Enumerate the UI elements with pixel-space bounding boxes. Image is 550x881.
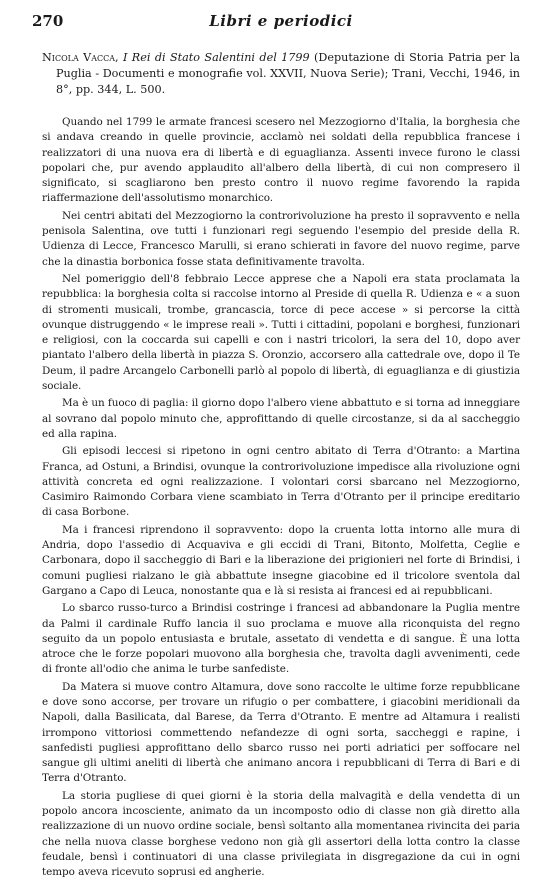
review-body <box>42 115 520 881</box>
paragraph: Lo sbarco russo-turco a Brindisi costringe i francesi ad abbandonare la Puglia mentre da Palmi il cardinale Ruffo lancia il suo proclama e muove alla riconquista del regno seguito da un popolo entusiasta e brutale, assetato di vendetta e di sangue. È una lotta atroce che le forze popolari muovono alla borghesia che, travolta dagli avvenimenti, cede di fronte all'odio che anima le turbe sanfediste. <box>42 602 520 676</box>
paragraph: Ma è un fuoco di paglia: il giorno dopo l'albero viene abbattuto e si torna ad inneggiare al sovrano dal popolo minuto che, approfittando di quelle circostanze, si da al saccheggio ed alla rapina. <box>42 397 520 440</box>
running-head <box>32 10 520 32</box>
paragraph: La storia pugliese di quei giorni è la storia della malvagità e della vendetta di un popolo ancora incosciente, animato da un incomposto odio di classe non già diretto alla realizzazione di un nuovo ordine sociale, bensì soltanto alla momentanea rivincita dei paria che nella nuova classe borghese vedono non già gli assertori della lotta contro la classe feudale, bensì i continuatori di una classe privilegiata in disgregazione da cui in ogni tempo aveva ricevuto soprusi ed angherie. <box>42 789 520 879</box>
paragraph: Da Matera si muove contro Altamura, dove sono raccolte le ultime forze repubblicane e dove sono accorse, per trovare un rifugio o per combattere, i giacobini meridionali da Napoli, dalla Basilicata, dal Barese, da Terra d'Otranto. E mentre ad Altamura i realisti irrompono vittoriosi commettendo nefandezze di ogni sorta, saccheggi e rapine, i sanfedisti pugliesi approfittano dello sbarco russo nei porti adriatici per soffocare nel sangue gli ultimi aneliti di libertà che animano ancora i repubblicani di Terra di Bari e di Terra d'Otranto. <box>42 680 520 785</box>
paragraph: Ma i francesi riprendono il sopravvento: dopo la cruenta lotta intorno alle mura di Andria, dopo l'assedio di Acquaviva e gli eccidi di Trani, Bitonto, Molfetta, Ceglie e Carbonara, dopo il saccheggio di Bari e la liberazione dei prigionieri nel forte di Brindisi, i comuni pugliesi rialzano le già abbattute insegne giacobine ed il tricolore sventola dal Gargano a Capo di Leuca, nonostante qua e là si resista ai francesi ed ai repubblicani. <box>42 523 520 597</box>
page-number: 270 <box>32 12 64 30</box>
paragraph: Nel pomeriggio dell'8 febbraio Lecce apprese che a Napoli era stata proclamata la repubblica: la borghesia colta si raccolse intorno al Preside di quella R. Udienza e « a suon di stromenti musicali, trombe, grancascia, torce di pece accese » si percorse la città ovunque distruggendo « le imprese reali ». Tutti i cittadini, popolani e borghesi, funzionari e religiosi, con la coccarda sui capelli e con i nastri tricolori, la sera del 10, dopo aver piantato l'albero della libertà in piazza S. Oronzio, accorsero alla cattedrale ove, dopo il Te Deum, il padre Arcangelo Carbonelli parlò al popolo di libertà, di eguaglianza e di giustizia sociale. <box>42 272 520 393</box>
paragraph: Quando nel 1799 le armate francesi scesero nel Mezzogiorno d'Italia, la borghesia che si andava creando in quelle provincie, acclamò nei soldati della repubblica francese i realizzatori di una nuova era di libertà e di eguaglianza. Assenti invece furono le classi popolari che, pur avendo applaudito all'albero della libertà, di cui non compresero il significato, si scagliarono ben presto contro il nuovo regime favorendo la rapida riaffermazione dell'assolutismo monarchico. <box>42 116 520 205</box>
paragraph: Gli episodi leccesi si ripetono in ogni centro abitato di Terra d'Otranto: a Martina Franca, ad Ostuni, a Brindisi, ovunque la controrivoluzione impedisce alla rivoluzione ogni attività concreta ed ogni realizzazione. I volontari corsi sbarcano nel Mezzogiorno, Casimiro Raimondo Corbara viene scambiato in Terra d'Otranto per il principe ereditario di casa Borbone. <box>42 445 520 519</box>
reference-author: Nicola Vacca, <box>42 51 119 64</box>
running-title: Libri e periodici <box>209 12 353 30</box>
book-reference <box>42 50 520 98</box>
paragraph: Nei centri abitati del Mezzogiorno la controrivoluzione ha presto il sopravvento e nella penisola Salentina, ove tutti i funzionari regi seguendo l'esempio del preside della R. Udienza di Lecce, Francesco Marulli, si erano schierati in favore del nuovo regime, parve che la dinastia borbonica fosse stata definitivamente travolta. <box>42 209 520 268</box>
reference-details: (Deputazione di Storia Patria per la Puglia - Documenti e monografie vol. XXVII, Nuova Serie); Trani, Vecchi, 1946, in 8°, pp. 344, L. 500. <box>56 51 520 96</box>
reference-book-title: I Rei di Stato Salentini del 1799 <box>122 51 310 64</box>
